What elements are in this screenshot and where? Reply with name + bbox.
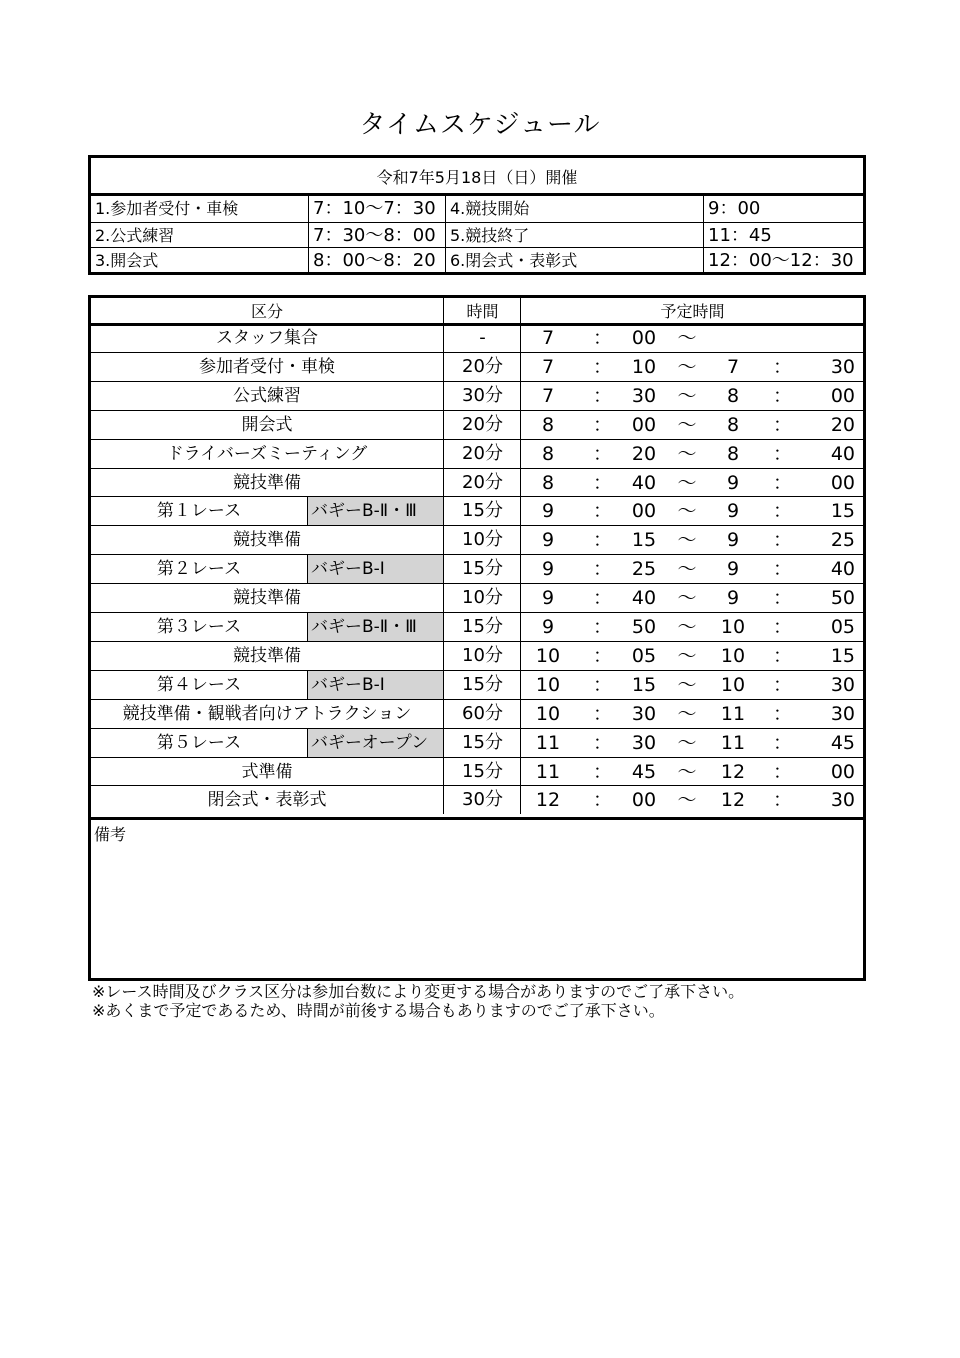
- start-hour: 8: [541, 471, 555, 494]
- end-hour: 7: [726, 355, 740, 378]
- scheduled-time: [520, 324, 863, 352]
- end-hour: 10: [720, 616, 746, 638]
- end-hour: 9: [726, 558, 740, 581]
- start-minute: 30: [631, 702, 657, 725]
- end-minute: 40: [830, 442, 855, 465]
- info-item-time: 9：00: [703, 196, 863, 222]
- scheduled-time: [520, 584, 863, 612]
- info-item-time: 12：00〜12：30: [703, 248, 863, 273]
- start-minute: 00: [631, 327, 657, 349]
- category-name: 第２レース: [156, 559, 242, 580]
- start-hour: 10: [535, 673, 561, 696]
- duration: 15分: [443, 758, 521, 786]
- start-hour: 10: [535, 644, 561, 667]
- start-hour: 7: [541, 384, 555, 407]
- colon: ：: [593, 384, 613, 407]
- schedule-row: [91, 468, 863, 497]
- start-hour: 11: [535, 760, 561, 783]
- colon: ：: [773, 384, 793, 407]
- start-minute: 25: [631, 558, 657, 581]
- category-name: 開会式: [241, 414, 293, 435]
- end-minute: 00: [830, 384, 855, 407]
- start-minute: 00: [631, 413, 657, 436]
- page-title: タイムスケジュール: [359, 110, 601, 140]
- tilde: 〜: [677, 327, 697, 349]
- scheduled-time: [520, 382, 863, 410]
- start-hour: 9: [541, 616, 555, 638]
- end-hour: 12: [720, 760, 746, 783]
- scheduled-time: [520, 440, 863, 468]
- header-scheduled-time: 予定時間: [520, 298, 864, 323]
- start-hour: 12: [535, 789, 561, 812]
- start-hour: 11: [535, 731, 561, 754]
- end-hour: 10: [720, 673, 746, 696]
- notes: [92, 982, 744, 1020]
- duration: 20分: [443, 411, 521, 439]
- start-minute: 40: [631, 587, 657, 610]
- category-name: 競技準備: [233, 588, 301, 609]
- tilde: 〜: [677, 558, 697, 581]
- tilde: 〜: [677, 644, 697, 667]
- schedule-row: [91, 525, 863, 554]
- class-badge: バギーB-Ⅱ・Ⅲ: [307, 613, 443, 641]
- info-item-label: 4.競技開始: [445, 196, 703, 222]
- duration: 10分: [443, 584, 521, 612]
- info-item-time: 8：00〜8：20: [308, 248, 445, 273]
- end-hour: 9: [726, 500, 740, 523]
- duration: 20分: [443, 469, 521, 497]
- event-info-table: [88, 155, 866, 275]
- note-line: ※レース時間及びクラス区分は参加台数により変更する場合がありますのでご了承下さい。: [92, 982, 745, 1001]
- category-name: 競技準備・観戦者向けアトラクション: [122, 703, 412, 724]
- category-name: ドライバーズミーティング: [166, 443, 368, 464]
- colon: ：: [593, 355, 613, 378]
- colon: ：: [593, 413, 613, 436]
- duration: 10分: [443, 526, 521, 554]
- colon: ：: [593, 616, 613, 638]
- colon: ：: [773, 644, 793, 667]
- colon: ：: [593, 471, 613, 494]
- end-minute: 30: [830, 789, 855, 812]
- schedule-row: [91, 352, 863, 381]
- duration: 30分: [443, 382, 521, 410]
- colon: ：: [593, 500, 613, 523]
- colon: ：: [593, 529, 613, 552]
- info-row: [91, 196, 863, 222]
- scheduled-time: [520, 613, 863, 641]
- scheduled-time: [520, 671, 863, 699]
- info-item-time: 11：45: [703, 223, 863, 248]
- end-minute: 30: [830, 355, 855, 378]
- schedule-row: [91, 757, 863, 786]
- scheduled-time: [520, 469, 863, 497]
- remarks-box: [91, 817, 863, 978]
- end-minute: 00: [830, 760, 855, 783]
- colon: ：: [593, 789, 613, 812]
- header-duration: 時間: [443, 298, 521, 323]
- duration: 15分: [443, 555, 521, 583]
- scheduled-time: [520, 729, 863, 757]
- schedule-row: [91, 785, 863, 814]
- schedule-header: [91, 298, 863, 326]
- end-hour: 9: [726, 471, 740, 494]
- duration: 15分: [443, 729, 521, 757]
- colon: ：: [593, 673, 613, 696]
- start-minute: 30: [631, 384, 657, 407]
- scheduled-time: [520, 758, 863, 786]
- start-minute: 00: [631, 500, 657, 523]
- start-minute: 05: [631, 644, 657, 667]
- category-name: 第３レース: [156, 617, 242, 637]
- end-minute: 30: [830, 673, 855, 696]
- scheduled-time: [520, 411, 863, 439]
- end-hour: 11: [720, 731, 746, 754]
- category-name: 第１レース: [156, 501, 242, 522]
- end-hour: 8: [726, 384, 740, 407]
- start-minute: 50: [631, 616, 657, 638]
- info-row: [91, 247, 863, 273]
- colon: ：: [773, 558, 793, 581]
- start-hour: 9: [541, 529, 555, 552]
- info-item-label: 6.閉会式・表彰式: [445, 248, 703, 273]
- colon: ：: [773, 673, 793, 696]
- info-item-label: 3.開会式: [95, 251, 159, 270]
- start-hour: 9: [541, 500, 555, 523]
- start-minute: 00: [631, 789, 657, 812]
- category-name: 式準備: [241, 761, 293, 782]
- scheduled-time: [520, 642, 863, 670]
- end-minute: 45: [830, 731, 855, 754]
- duration: 20分: [443, 353, 521, 381]
- end-minute: 15: [830, 500, 855, 523]
- duration: 20分: [443, 440, 521, 468]
- tilde: 〜: [677, 471, 697, 494]
- tilde: 〜: [677, 529, 697, 552]
- start-hour: 9: [541, 558, 555, 581]
- colon: ：: [773, 442, 793, 465]
- colon: ：: [773, 702, 793, 725]
- info-item-time: 7：30〜8：00: [308, 223, 445, 248]
- start-hour: 8: [541, 442, 555, 465]
- end-minute: 20: [830, 413, 855, 436]
- schedule-row: [91, 699, 863, 728]
- end-hour: 11: [720, 702, 746, 725]
- start-hour: 8: [541, 413, 555, 436]
- class-badge: バギーB-Ⅰ: [307, 671, 443, 699]
- colon: ：: [773, 731, 793, 754]
- tilde: 〜: [677, 587, 697, 610]
- schedule-row: [91, 583, 863, 612]
- tilde: 〜: [677, 789, 697, 812]
- start-minute: 15: [631, 529, 657, 552]
- colon: ：: [773, 471, 793, 494]
- start-minute: 30: [631, 731, 657, 754]
- end-hour: 8: [726, 413, 740, 436]
- end-hour: 9: [726, 587, 740, 610]
- tilde: 〜: [677, 702, 697, 725]
- schedule-row: [91, 439, 863, 468]
- schedule-row: [91, 641, 863, 670]
- colon: ：: [773, 413, 793, 436]
- event-date: 令和7年5月18日（日）開催: [91, 158, 863, 196]
- category-name: 競技準備: [233, 645, 301, 666]
- schedule-row: [91, 410, 863, 439]
- end-minute: 50: [830, 587, 855, 610]
- scheduled-time: [520, 526, 863, 554]
- colon: ：: [773, 789, 793, 812]
- category-name: スタッフ集合: [216, 328, 318, 348]
- end-hour: 12: [720, 789, 746, 812]
- tilde: 〜: [677, 384, 697, 407]
- class-badge: バギーオープン: [307, 729, 443, 757]
- info-item-label: 1.参加者受付・車検: [95, 199, 239, 218]
- schedule-row: [91, 612, 863, 641]
- category-name: 参加者受付・車検: [199, 356, 335, 377]
- scheduled-time: [520, 353, 863, 381]
- start-minute: 10: [631, 355, 657, 378]
- duration: 15分: [443, 497, 521, 525]
- tilde: 〜: [677, 442, 697, 465]
- scheduled-time: [520, 555, 863, 583]
- category-name: 競技準備: [233, 530, 301, 551]
- header-category: 区分: [250, 302, 283, 321]
- colon: ：: [773, 529, 793, 552]
- class-badge: バギーB-Ⅱ・Ⅲ: [307, 497, 443, 525]
- schedule-row: [91, 670, 863, 699]
- colon: ：: [773, 760, 793, 783]
- start-minute: 45: [631, 760, 657, 783]
- schedule-row: [91, 728, 863, 757]
- colon: ：: [593, 327, 613, 349]
- duration: 15分: [443, 671, 521, 699]
- category-name: 競技準備: [233, 472, 301, 493]
- tilde: 〜: [677, 673, 697, 696]
- end-minute: 25: [830, 529, 855, 552]
- duration: 60分: [443, 700, 521, 728]
- class-badge: バギーB-Ⅰ: [307, 555, 443, 583]
- category-name: 公式練習: [233, 385, 301, 406]
- colon: ：: [773, 355, 793, 378]
- info-row: [91, 222, 863, 248]
- colon: ：: [593, 558, 613, 581]
- end-hour: 9: [726, 529, 740, 552]
- start-minute: 40: [631, 471, 657, 494]
- colon: ：: [593, 644, 613, 667]
- colon: ：: [593, 731, 613, 754]
- colon: ：: [593, 442, 613, 465]
- category-name: 閉会式・表彰式: [207, 790, 327, 811]
- duration: 15分: [443, 613, 521, 641]
- category-name: 第５レース: [156, 732, 242, 753]
- tilde: 〜: [677, 500, 697, 523]
- end-minute: 15: [830, 644, 855, 667]
- start-hour: 10: [535, 702, 561, 725]
- end-minute: 40: [830, 558, 855, 581]
- scheduled-time: [520, 700, 863, 728]
- colon: ：: [593, 760, 613, 783]
- category-name: 第４レース: [156, 674, 242, 695]
- remarks-label: 備考: [94, 825, 127, 844]
- tilde: 〜: [677, 616, 697, 638]
- colon: ：: [773, 500, 793, 523]
- start-minute: 20: [631, 442, 657, 465]
- schedule-row: [91, 323, 863, 352]
- schedule-row: [91, 496, 863, 525]
- note-line: ※あくまで予定であるため、時間が前後する場合もありますのでご了承下さい。: [92, 1001, 665, 1020]
- info-item-label: 2.公式練習: [95, 226, 175, 245]
- start-minute: 15: [631, 673, 657, 696]
- end-minute: 00: [830, 471, 855, 494]
- tilde: 〜: [677, 355, 697, 378]
- end-minute: 30: [830, 702, 855, 725]
- duration: -: [443, 324, 521, 352]
- end-hour: 10: [720, 644, 746, 667]
- duration: 10分: [443, 642, 521, 670]
- start-hour: 7: [541, 327, 555, 349]
- tilde: 〜: [677, 760, 697, 783]
- end-minute: 05: [830, 616, 855, 638]
- schedule-row: [91, 554, 863, 583]
- colon: ：: [593, 587, 613, 610]
- colon: ：: [593, 702, 613, 725]
- start-hour: 9: [541, 587, 555, 610]
- scheduled-time: [520, 786, 863, 814]
- duration: 30分: [443, 786, 521, 814]
- end-hour: 8: [726, 442, 740, 465]
- info-item-label: 5.競技終了: [445, 223, 703, 248]
- scheduled-time: [520, 497, 863, 525]
- tilde: 〜: [677, 413, 697, 436]
- info-item-time: 7：10〜7：30: [308, 196, 445, 222]
- schedule-row: [91, 381, 863, 410]
- start-hour: 7: [541, 355, 555, 378]
- colon: ：: [773, 587, 793, 610]
- tilde: 〜: [677, 731, 697, 754]
- schedule-table: [88, 295, 866, 981]
- colon: ：: [773, 616, 793, 638]
